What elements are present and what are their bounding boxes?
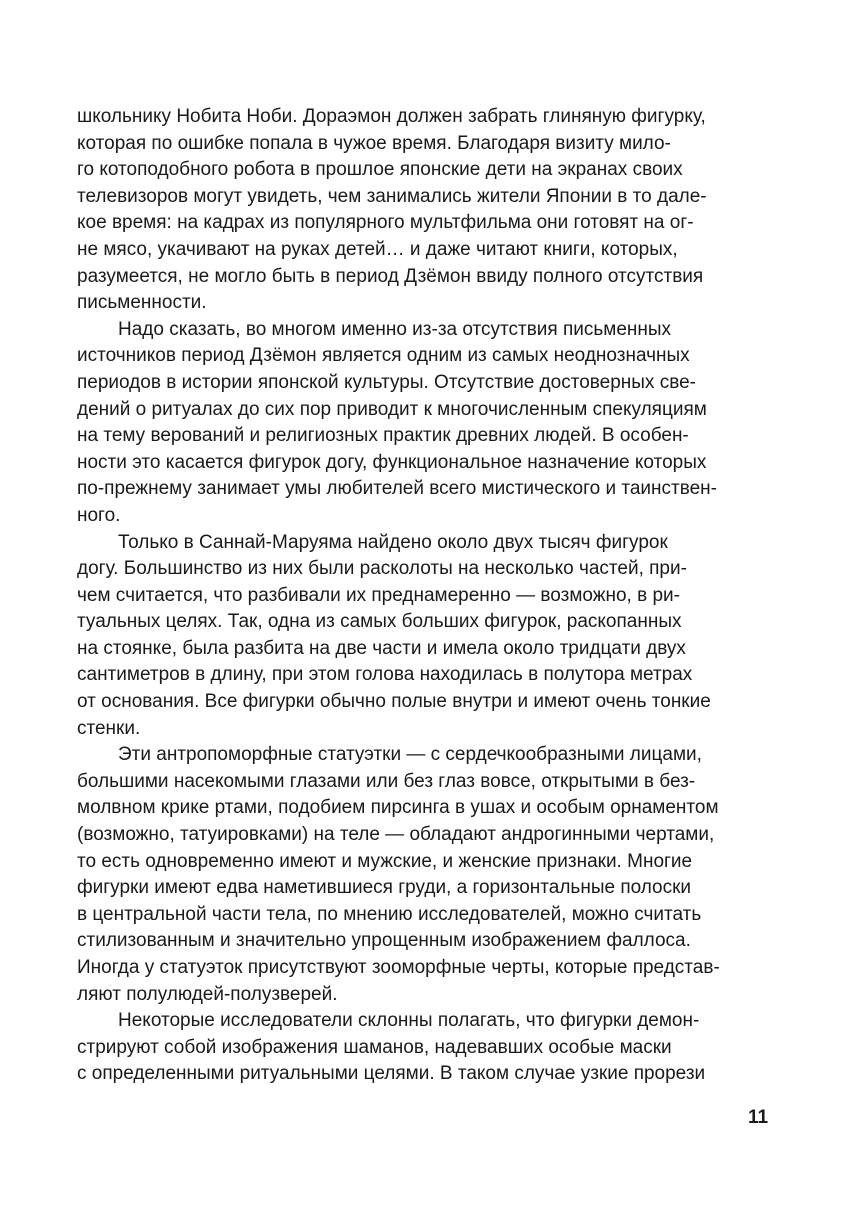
text-line: по-прежнему занимает умы любителей всего мистического и таинствен-: [77, 478, 717, 500]
text-line: периодов в истории японской культуры. Отсутствие достоверных све-: [77, 371, 696, 393]
text-line: ного.: [77, 504, 121, 526]
text-line: на тему верований и религиозных практик древних людей. В особен-: [77, 425, 689, 447]
text-line: разумеется, не могло быть в период Дзёмон ввиду полного отсутствия: [77, 265, 704, 287]
paragraph-first-line: Только в Саннай-Маруяма найдено около двух тысяч фигурок: [118, 531, 668, 553]
page-number: 11: [748, 1107, 769, 1128]
text-line: которая по ошибке попала в чужое время. Благодаря визиту мило-: [77, 132, 671, 154]
text-line: телевизоров могут увидеть, чем занимались жители Японии в то дале-: [77, 185, 707, 207]
text-line: молвном крике ртами, подобием пирсинга в ушах и особым орнаментом: [77, 797, 719, 819]
paragraph-first-line: Надо сказать, во многом именно из-за отсутствия письменных: [118, 318, 672, 340]
text-line: ности это касается фигурок догу, функциональное назначение которых: [77, 451, 707, 473]
text-line: письменности.: [77, 292, 207, 314]
paragraph-first-line: Эти антропоморфные статуэтки — с сердечкообразными лицами,: [118, 744, 702, 766]
text-line: (возможно, татуировками) на теле — обладают андрогинными чертами,: [77, 824, 715, 846]
text-line: дений о ритуалах до сих пор приводит к многочисленным спекуляциям: [77, 398, 707, 420]
text-line: сантиметров в длину, при этом голова находилась в полутора метрах: [77, 664, 693, 686]
text-line: то есть одновременно имеют и мужские, и женские признаки. Многие: [77, 850, 693, 872]
text-line: кое время: на кадрах из популярного мультфильма они готовят на ог-: [77, 212, 694, 234]
text-line: источников период Дзёмон является одним из самых неоднозначных: [77, 345, 690, 367]
text-line: ляют полулюдей-полузверей.: [77, 983, 338, 1005]
paragraph-first-line: Некоторые исследователи склонны полагать, что фигурки демон-: [118, 1010, 700, 1032]
text-line: стенки.: [77, 717, 141, 739]
text-line: большими насекомыми глазами или без глаз вовсе, открытыми в без-: [77, 770, 696, 792]
text-line: догу. Большинство из них были расколоты на несколько частей, при-: [77, 558, 687, 580]
text-line: от основания. Все фигурки обычно полые внутри и имеют очень тонкие: [77, 691, 711, 713]
text-line: фигурки имеют едва наметившиеся груди, а горизонтальные полоски: [77, 877, 692, 899]
text-line: туальных целях. Так, одна из самых больших фигурок, раскопанных: [77, 611, 682, 633]
page-body: [77, 104, 777, 1088]
text-line: на стоянке, была разбита на две части и имела около тридцати двух: [77, 637, 686, 659]
text-line: чем считается, что разбивали их преднамеренно — возможно, в ри-: [77, 584, 680, 606]
text-line: школьнику Нобита Ноби. Дораэмон должен забрать глиняную фигурку,: [77, 106, 706, 127]
text-line: го котоподобного робота в прошлое японские дети на экранах своих: [77, 159, 683, 181]
text-line: с определенными ритуальными целями. В таком случае узкие прорези: [77, 1063, 706, 1085]
text-line: стилизованным и значительно упрощенным изображением фаллоса.: [77, 930, 691, 952]
text-line: Иногда у статуэток присутствуют зооморфные черты, которые представ-: [77, 957, 720, 978]
text-line: стрируют собой изображения шаманов, надевавших особые маски: [77, 1036, 672, 1058]
text-line: не мясо, укачивают на руках детей… и даже читают книги, которых,: [77, 238, 678, 260]
text-line: в центральной части тела, по мнению исследователей, можно считать: [77, 903, 702, 925]
